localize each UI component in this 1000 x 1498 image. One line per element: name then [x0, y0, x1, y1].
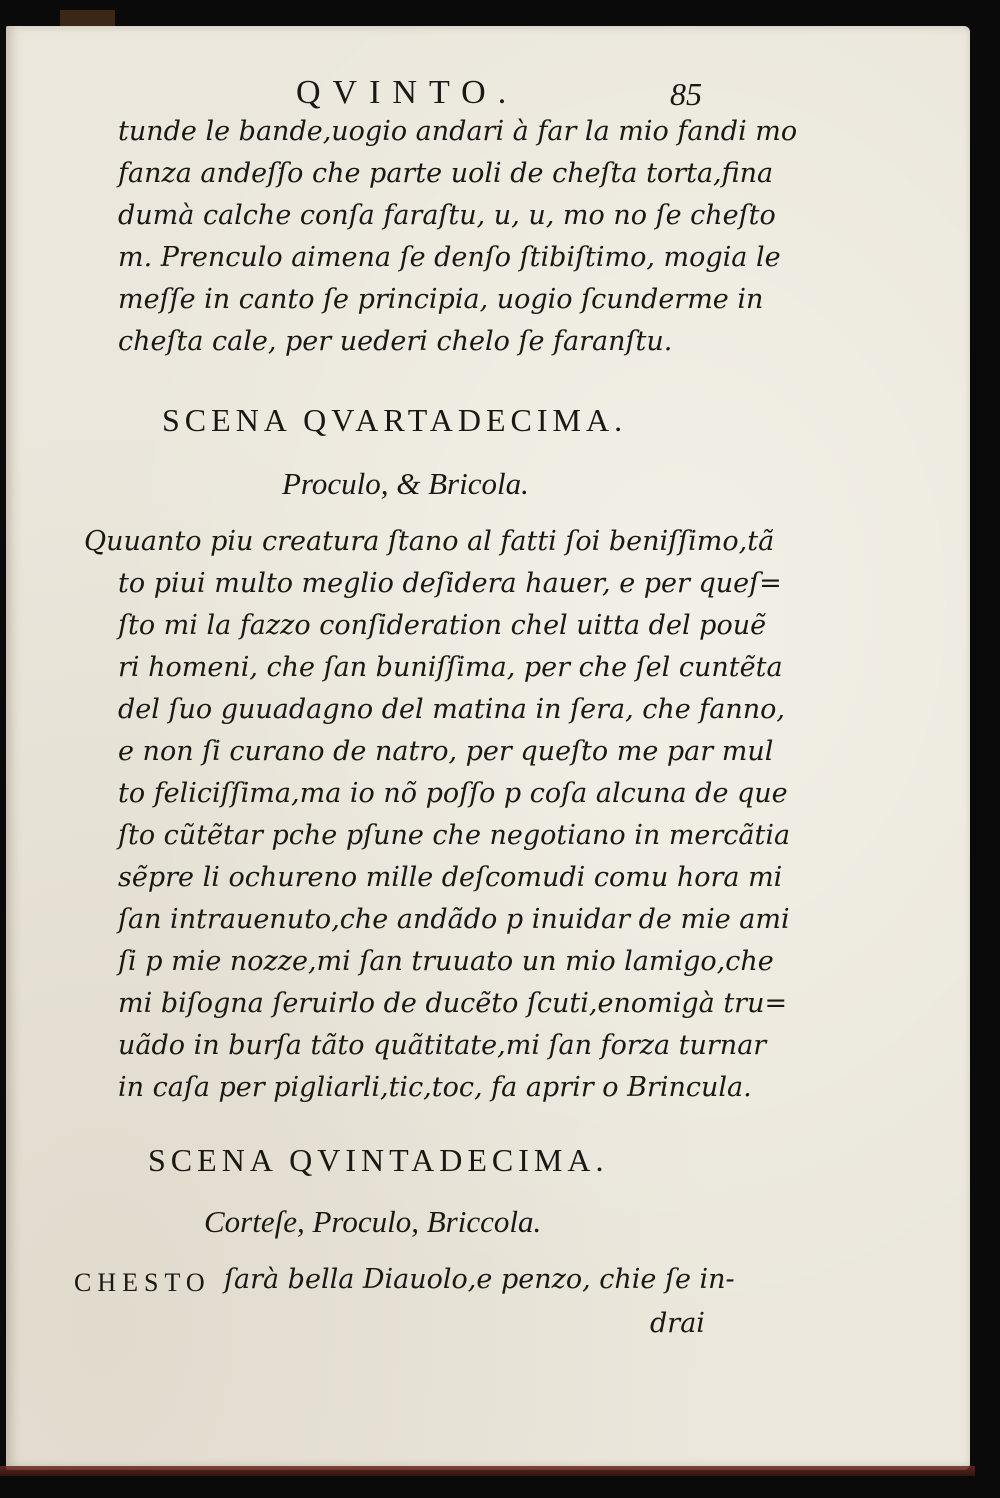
text-line: in caſa per pigliarli,tic,toc, fa aprir o Brincula. — [118, 1072, 752, 1103]
page-number: 85 — [670, 76, 702, 112]
scene-cast: Corteſe, Proculo, Briccola. — [204, 1204, 542, 1239]
text-line: ſto cũtẽtar pche pſune che negotiano in mercãtia — [118, 820, 791, 851]
text-line: tunde le bande,uogio andari à far la mio fandi mo — [118, 116, 798, 147]
catchword: drai — [650, 1308, 705, 1339]
page-edge — [0, 1466, 975, 1476]
text-line: ſan intrauenuto,che andãdo p inuidar de mie ami — [118, 904, 790, 935]
text-line: del ſuo guuadagno del matina in ſera, che fanno, — [118, 694, 786, 725]
text-line: fanza andeſſo che parte uoli de cheſta torta,fina — [118, 158, 774, 189]
text-line: ſi p mie nozze,mi ſan truuato un mio lamigo,che — [118, 946, 774, 977]
text-line: m. Prenculo aimena ſe denſo ſtibiſtimo, mogia le — [118, 242, 781, 273]
text-line: to feliciſſima,ma io nõ poſſo p coſa alcuna de que — [118, 778, 788, 809]
text-line: Quuanto piu creatura ſtano al fatti ſoi beniſſimo,tã — [84, 526, 775, 557]
text-line: ſarà bella Diauolo,e penzo, chie ſe in- — [224, 1264, 735, 1295]
text-line: meſſe in canto ſe principia, uogio ſcunderme in — [118, 284, 764, 315]
text-line: ri homeni, che ſan buniſſima, per che ſel cuntẽta — [118, 652, 783, 683]
scene-title: SCENA QVARTADECIMA. — [162, 402, 628, 438]
text-line: dumà calche conſa faraſtu, u, u, mo no ſe cheſto — [118, 200, 776, 231]
scene-cast: Proculo, & Bricola. — [282, 466, 529, 501]
scene-title: SCENA QVINTADECIMA. — [148, 1142, 609, 1178]
text-line: ſto mi la fazzo conſideration chel uitta del pouẽ — [118, 610, 767, 641]
text-line: uãdo in burſa tãto quãtitate,mi ſan forza turnar — [118, 1030, 767, 1061]
text-line: cheſta cale, per uederi chelo ſe faranſtu. — [118, 326, 673, 357]
text-line: to piui multo meglio deſidera hauer, e per queſ= — [118, 568, 782, 599]
text-line: e non ſi curano de natro, per queſto me par mul — [118, 736, 774, 767]
text-line: mi biſogna ſeruirlo de ducẽto ſcuti,enomigà tru= — [118, 988, 788, 1019]
speech-opening-word: CHESTO — [74, 1268, 211, 1297]
text-line: sẽpre li ochureno mille deſcomudi comu hora mi — [118, 862, 783, 893]
running-head: QVINTO. — [296, 74, 519, 111]
